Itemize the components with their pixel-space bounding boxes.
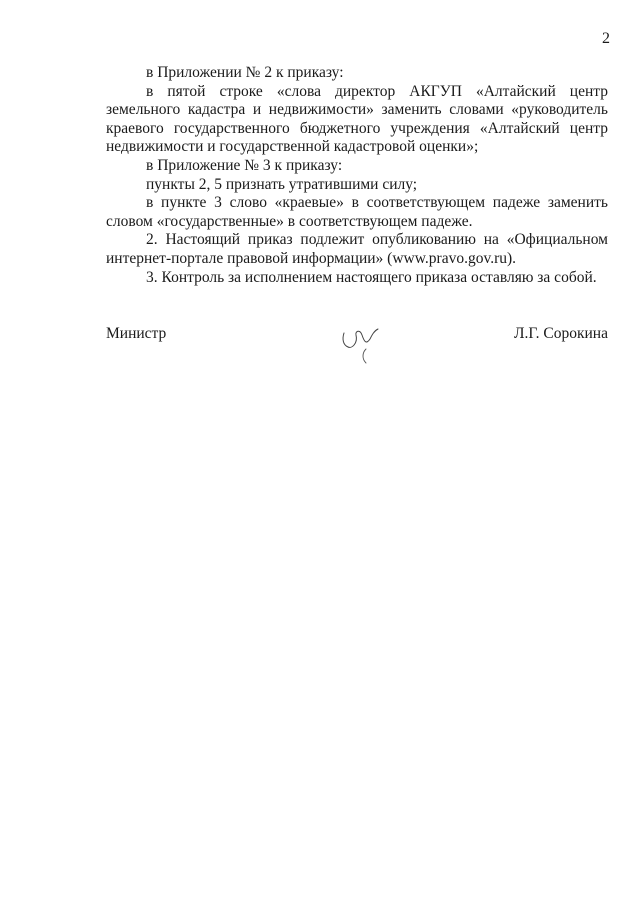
- document-body: [106, 64, 608, 287]
- handwritten-signature: [336, 319, 396, 367]
- page-number: 2: [602, 30, 610, 47]
- paragraph-control: 3. Контроль за исполнением настоящего приказа оставляю за собой.: [146, 268, 597, 286]
- paragraph-fifth-line-replacement: в пятой строке «слова директор АКГУП «Алтайский центр земельного кадастра и недвижимости» заменить словами «руководитель краевого государственного бюджетного учреждения «Алтайский центр недвижимости и государственной кадастровой оценки»;: [106, 82, 608, 156]
- paragraph-points-void: пункты 2, 5 признать утратившими силу;: [146, 175, 418, 193]
- signer-title: Министр: [106, 325, 167, 342]
- signer-name: Л.Г. Сорокина: [514, 325, 608, 342]
- paragraph-appendix-3-heading: в Приложение № 3 к приказу:: [146, 156, 343, 174]
- paragraph-appendix-2-heading: в Приложении № 2 к приказу:: [146, 64, 344, 81]
- paragraph-point-3-replacement: в пункте 3 слово «краевые» в соответствующем падеже заменить словом «государственные» в соответствующем падеже.: [106, 194, 608, 230]
- signature-block: [106, 325, 608, 365]
- paragraph-publication: 2. Настоящий приказ подлежит опубликованию на «Официальном интернет-портале правовой информации» (www.pravo.gov.ru).: [106, 231, 608, 267]
